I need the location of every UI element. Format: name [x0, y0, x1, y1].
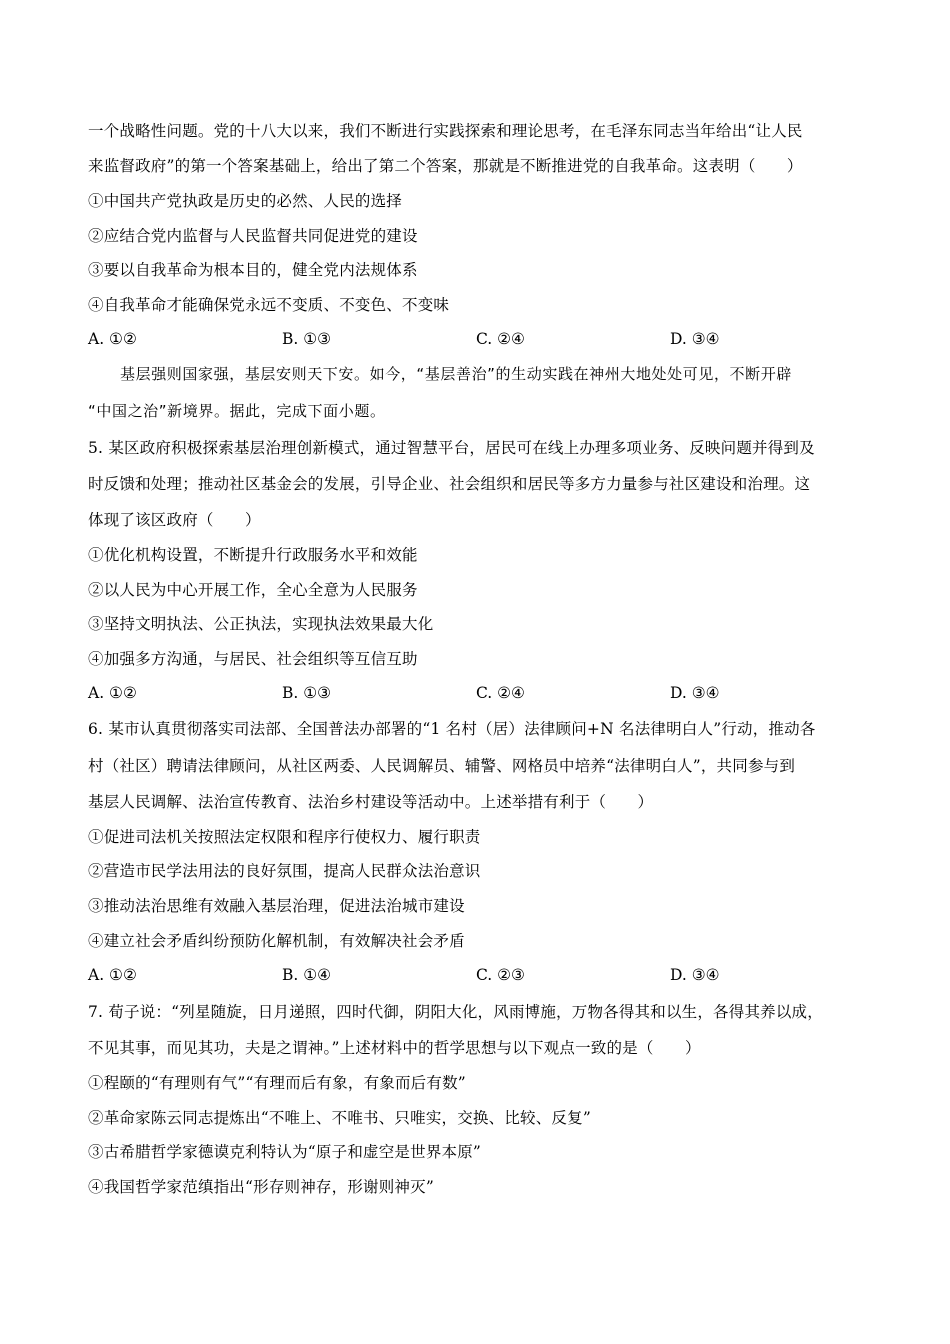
q5-statement: ④加强多方沟通，与居民、社会组织等互信互助	[88, 650, 418, 668]
q6-option-b: B. ①④	[282, 966, 332, 984]
q4-statement: ④自我革命才能确保党永远不变质、不变色、不变味	[88, 296, 450, 314]
q4-statement: ③要以自我革命为根本目的，健全党内法规体系	[88, 261, 418, 279]
q4-option-b: B. ①③	[282, 330, 332, 348]
q6-option-c: C. ②③	[476, 966, 525, 984]
q4-option-a: A. ①②	[88, 330, 137, 348]
q4-statement: ①中国共产党执政是历史的必然、人民的选择	[88, 192, 403, 210]
q6-statement: ③推动法治思维有效融入基层治理，促进法治城市建设	[88, 897, 465, 915]
q6-stem-line: 基层人民调解、法治宣传教育、法治乡村建设等活动中。上述举措有利于（ ）	[88, 793, 654, 811]
q7-stem-line: 不见其事，而见其功，夫是之谓神。”上述材料中的哲学思想与以下观点一致的是（ ）	[88, 1039, 701, 1057]
q6-option-a: A. ①②	[88, 966, 137, 984]
q5-stem-line: 体现了该区政府（ ）	[88, 511, 261, 529]
q7-stem-line: 7. 荀子说：“列星随旋，日月递照，四时代御，阴阳大化，风雨博施，万物各得其和以生，各得其养以成，	[88, 1003, 823, 1021]
q5-statement: ②以人民为中心开展工作，全心全意为人民服务	[88, 581, 418, 599]
q6-statement: ①促进司法机关按照法定权限和程序行使权力、履行职责	[88, 828, 481, 846]
q6-option-d: D. ③④	[670, 966, 720, 984]
q4-stem-line: 一个战略性问题。党的十八大以来，我们不断进行实践探索和理论思考，在毛泽东同志当年给出“让人民	[88, 122, 803, 140]
q7-statement: ④我国哲学家范缜指出“形存则神存，形谢则神灭”	[88, 1178, 434, 1196]
q5-option-b: B. ①③	[282, 684, 332, 702]
q7-statement: ①程颐的“有理则有气”“有理而后有象，有象而后有数”	[88, 1074, 466, 1092]
q5-option-c: C. ②④	[476, 684, 525, 702]
q5-option-a: A. ①②	[88, 684, 137, 702]
q5-statement: ③坚持文明执法、公正执法，实现执法效果最大化	[88, 615, 434, 633]
q7-statement: ③古希腊哲学家德谟克利特认为“原子和虚空是世界本原”	[88, 1143, 482, 1161]
q4-option-c: C. ②④	[476, 330, 525, 348]
q7-statement: ②革命家陈云同志提炼出“不唯上、不唯书、只唯实，交换、比较、反复”	[88, 1109, 591, 1127]
intro-line: 基层强则国家强，基层安则天下安。如今，“基层善治”的生动实践在神州大地处处可见，不断开辟	[120, 365, 792, 383]
q6-statement: ②营造市民学法用法的良好氛围，提高人民群众法治意识	[88, 862, 481, 880]
q5-stem-line: 5. 某区政府积极探索基层治理创新模式，通过智慧平台，居民可在线上办理多项业务、反映问题并得到及	[88, 439, 815, 457]
q5-stem-line: 时反馈和处理；推动社区基金会的发展，引导企业、社会组织和居民等多方力量参与社区建设和治理。这	[88, 475, 811, 493]
q4-option-d: D. ③④	[670, 330, 720, 348]
intro-line: “中国之治”新境界。据此，完成下面小题。	[88, 402, 386, 420]
q6-stem-line: 6. 某市认真贯彻落实司法部、全国普法办部署的“1 名村（居）法律顾问+N 名法律明白人”行动，推动各	[88, 720, 816, 738]
q5-option-d: D. ③④	[670, 684, 720, 702]
q4-stem-line: 来监督政府”的第一个答案基础上，给出了第二个答案，那就是不断推进党的自我革命。这表明（ ）	[88, 157, 803, 175]
q5-statement: ①优化机构设置，不断提升行政服务水平和效能	[88, 546, 418, 564]
q6-stem-line: 村（社区）聘请法律顾问，从社区两委、人民调解员、辅警、网格员中培养“法律明白人”，共同参与到	[88, 757, 796, 775]
q6-statement: ④建立社会矛盾纠纷预防化解机制，有效解决社会矛盾	[88, 932, 465, 950]
q4-statement: ②应结合党内监督与人民监督共同促进党的建设	[88, 227, 418, 245]
